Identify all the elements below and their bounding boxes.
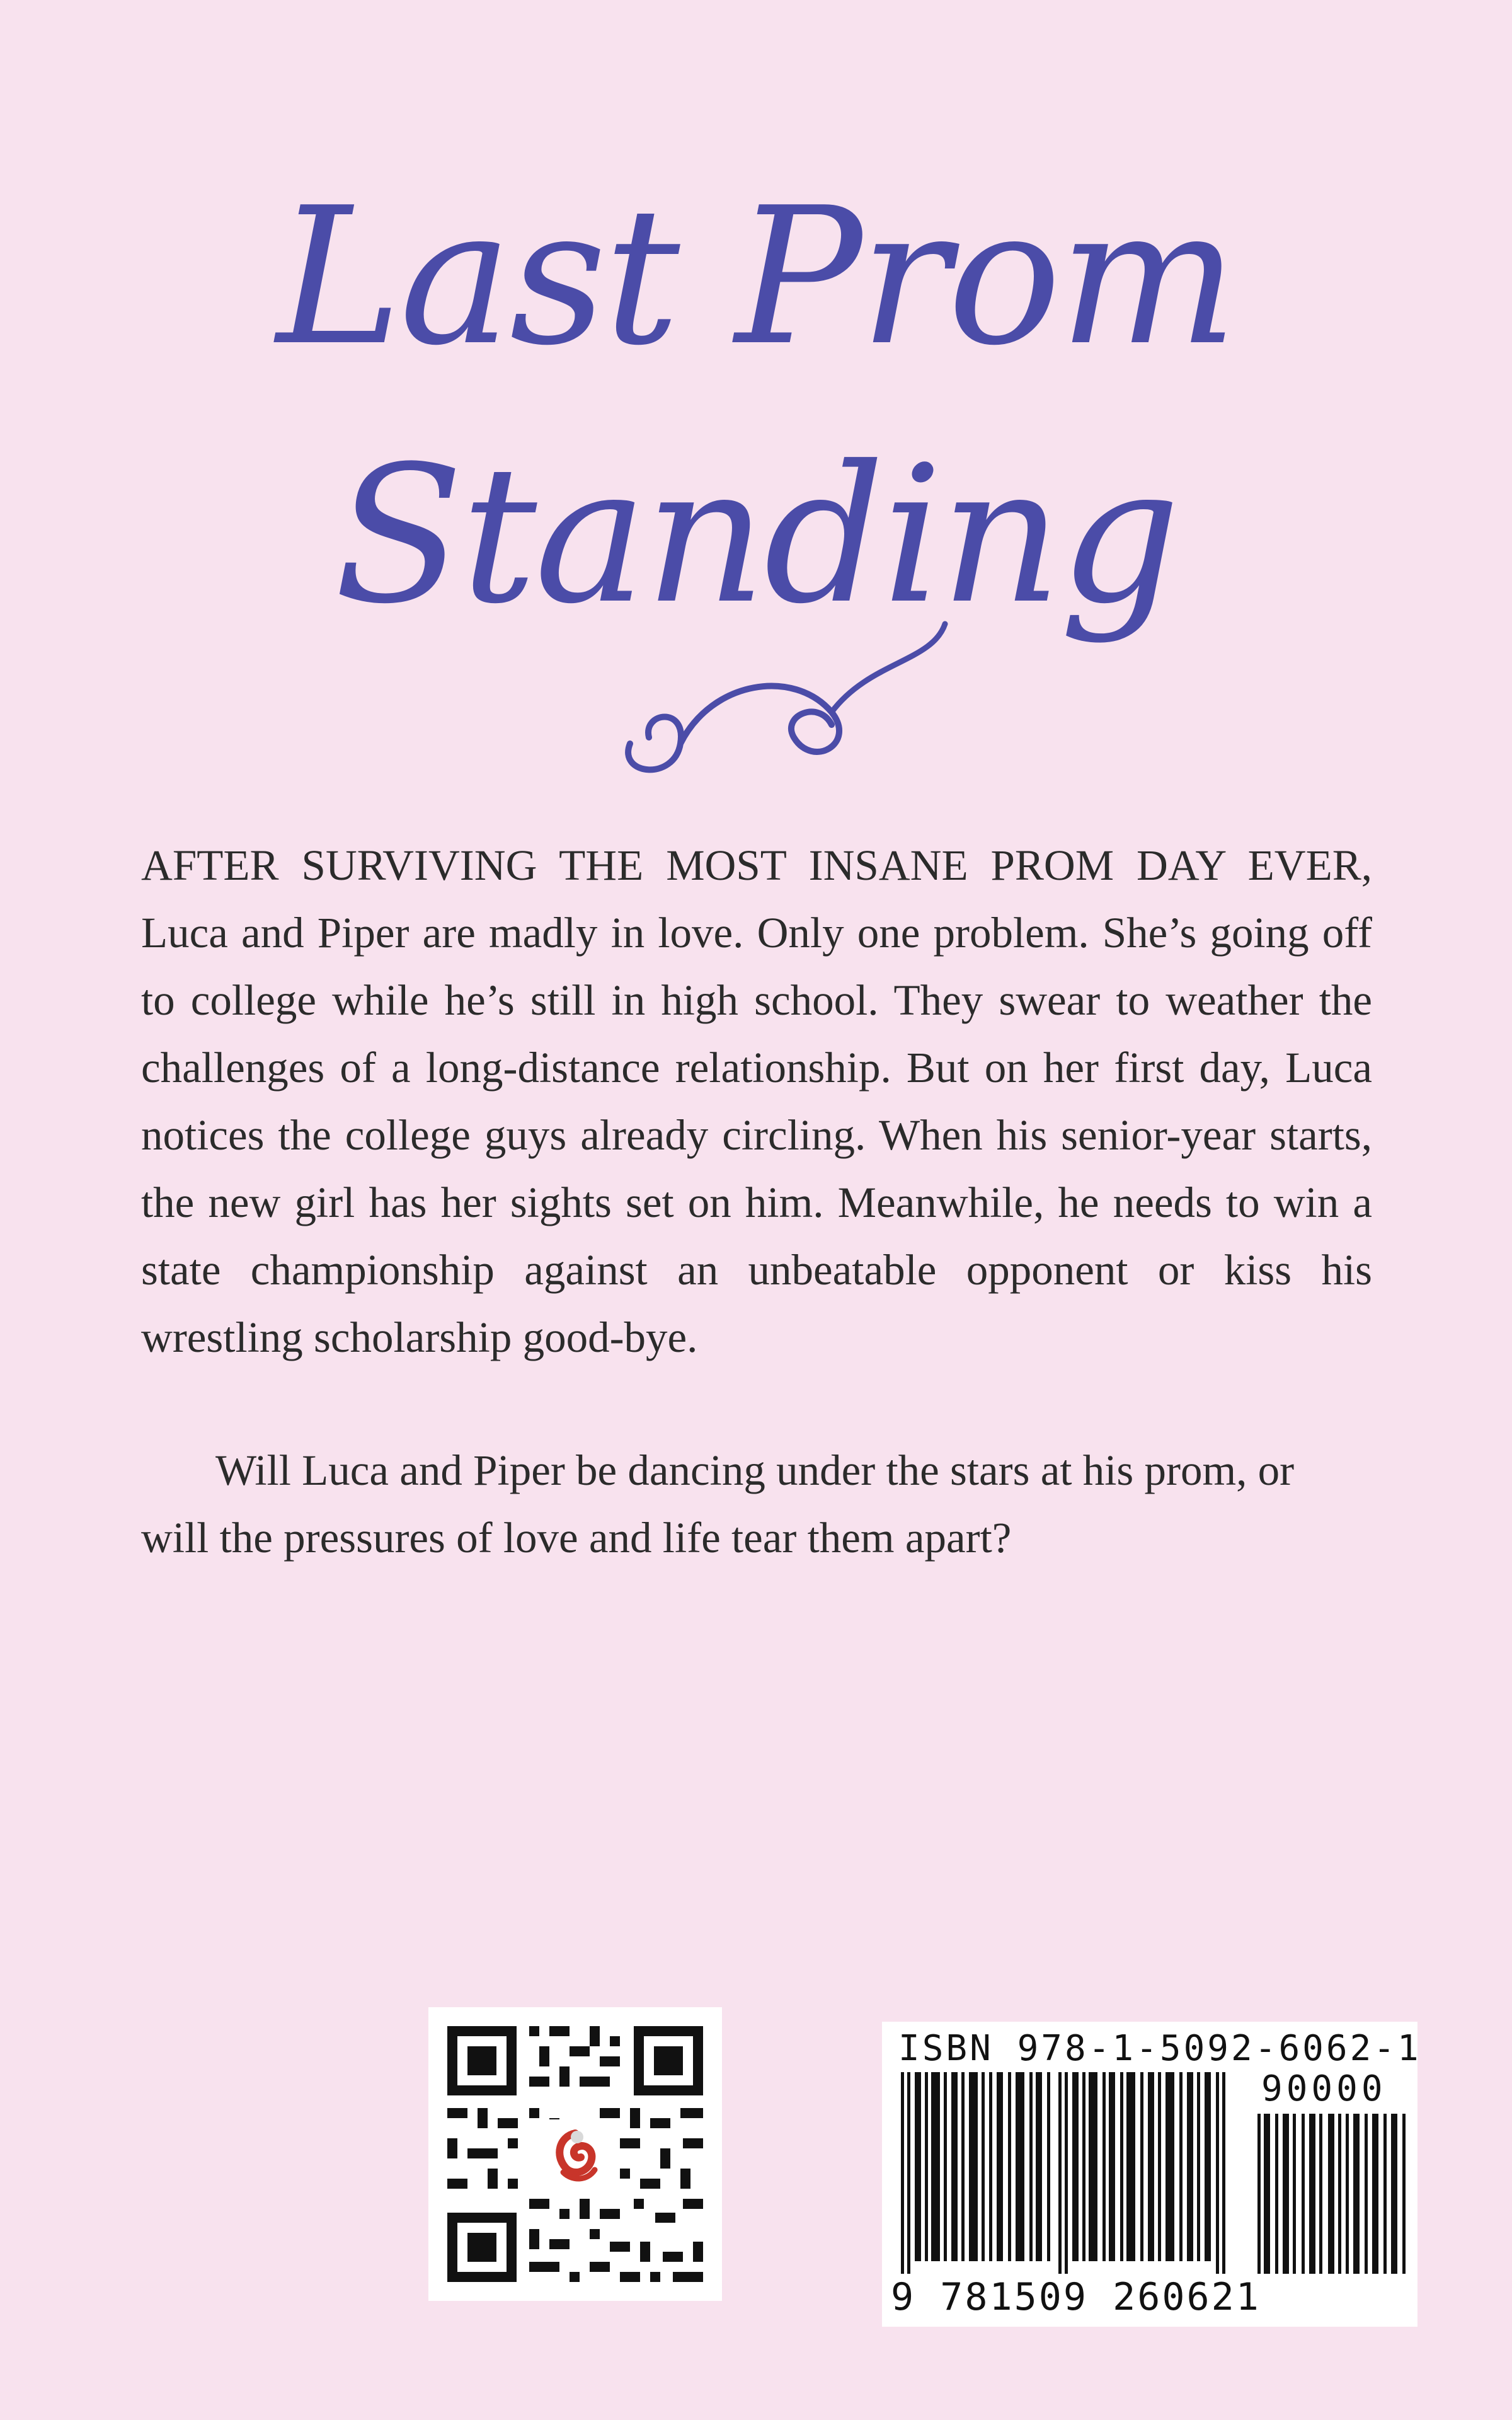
title-line-2: Standing bbox=[334, 425, 1178, 645]
isbn-barcode bbox=[882, 2022, 1421, 2327]
blurb-paragraph-2: Will Luca and Piper be dancing under the stars at his prom, or will the pressures of love and life tear them apart? bbox=[141, 1446, 1295, 1562]
barcode-digits: 9 781509 260621 bbox=[891, 2275, 1261, 2319]
title-line-1: Last Prom bbox=[276, 167, 1236, 387]
barcode-bars-addon bbox=[1257, 2114, 1409, 2274]
price-code: 90000 bbox=[1261, 2068, 1387, 2109]
qr-code bbox=[428, 2007, 722, 2301]
blurb-paragraph-1: AFTER SURVIVING THE MOST INSANE PROM DAY EVER, Luca and Piper are madly in love. Only one problem. She’s going off to college while he’s still in high school. They swear to weather the challenges of a long-distance relationship. But on her first day, Luca notices the college guys already circling. When his senior-year starts, the new girl has her sights set on him. Meanwhile, he needs to win a state championship against an unbeatable opponent or kiss his wrestling scholarship good-bye. bbox=[141, 841, 1372, 1361]
publisher-rose-logo-icon bbox=[541, 2119, 610, 2189]
title-swash-ornament bbox=[605, 586, 958, 788]
barcode-bars-main bbox=[901, 2072, 1241, 2274]
isbn-label: ISBN 978-1-5092-6062-1 bbox=[898, 2028, 1421, 2069]
